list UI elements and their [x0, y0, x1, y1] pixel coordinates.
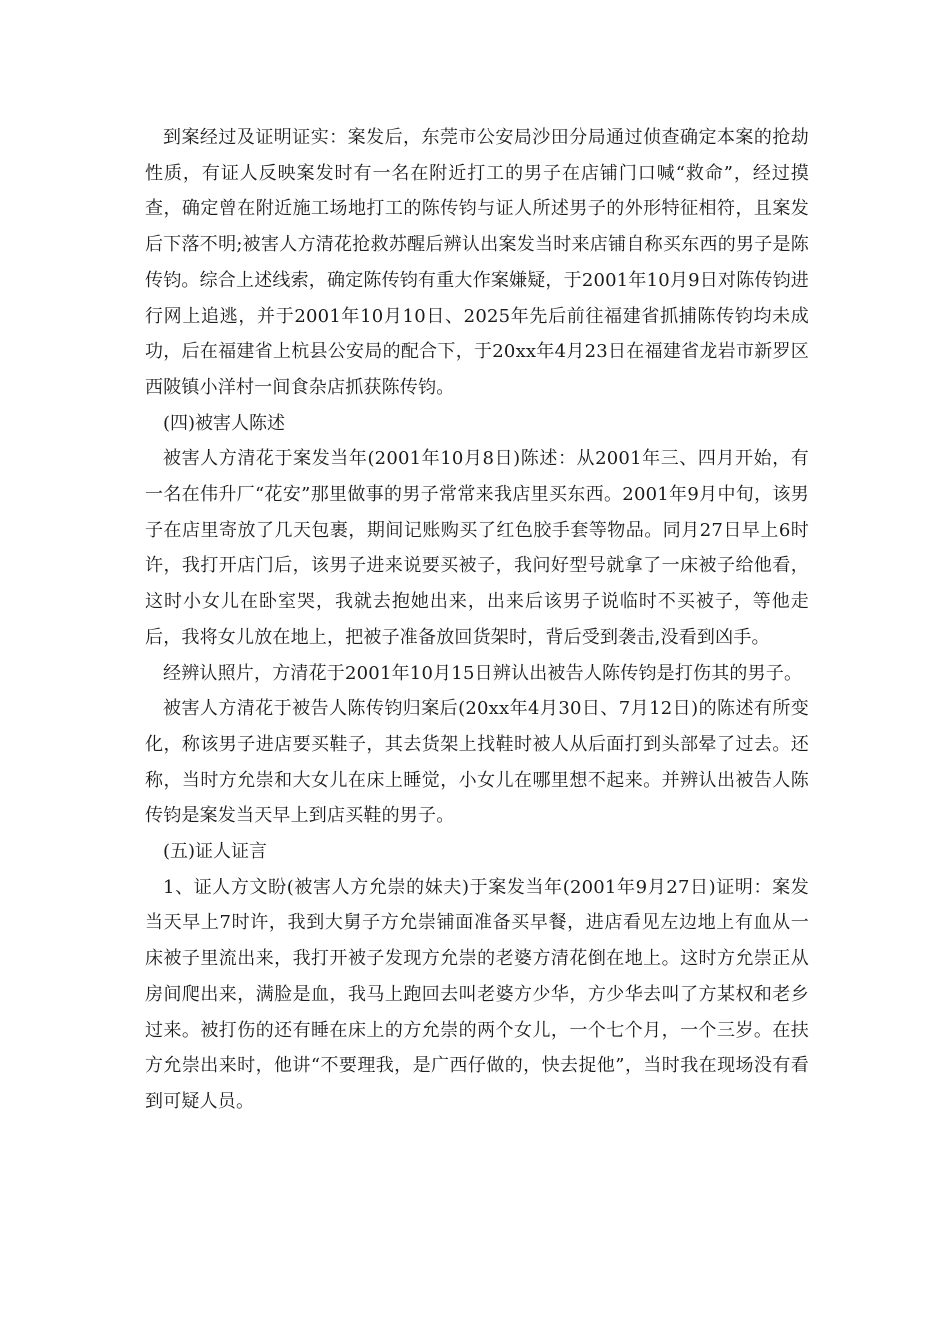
paragraph-later-statement: 被害人方清花于被告人陈传钧归案后(20xx年4月30日、7月12日)的陈述有所变化，称该男子进店要买鞋子，其去货架上找鞋时被人从后面打到头部晕了过去。还称，当时方允崇和大女儿在床上睡觉，小女儿在哪里想不起来。并辨认出被告人陈传钧是案发当天早上到店买鞋的男子。 — [145, 698, 809, 827]
paragraph-witness-testimony: 1、证人方文盼(被害人方允崇的妹夫)于案发当年(2001年9月27日)证明：案发当天早上7时许，我到大舅子方允崇铺面准备买早餐，进店看见左边地上有血从一床被子里流出来，我打开被子发现方允崇的老婆方清花倒在地上。这时方允崇正从房间爬出来，满脸是血，我马上跑回去叫老婆方少华，方少华去叫了方某权和老乡过来。被打伤的还有睡在床上的方允崇的两个女儿，一个七个月，一个三岁。在扶方允崇出来时，他讲“不要理我，是广西仔做的，快去捉他”，当时我在现场没有看到可疑人员。 — [145, 876, 809, 1112]
section-heading-victim-statement: (四)被害人陈述 — [163, 412, 286, 434]
paragraph-victim-statement: 被害人方清花于案发当年(2001年10月8日)陈述：从2001年三、四月开始，有一名在伟升厂“花安”那里做事的男子常常来我店里买东西。2001年9月中旬，该男子在店里寄放了几天包裹，期间记账购买了红色胶手套等物品。同月27日早上6时许，我打开店门后，该男子进来说要买被子，我问好型号就拿了一床被子给他看，这时小女儿在卧室哭，我就去抱她出来，出来后该男子说临时不买被子，等他走后，我将女儿放在地上，把被子准备放回货架时，背后受到袭击,没看到凶手。 — [145, 448, 809, 648]
document-body — [145, 120, 809, 1120]
section-heading-witness-testimony: (五)证人证言 — [163, 841, 268, 863]
paragraph-arrest-process: 到案经过及证明证实：案发后，东莞市公安局沙田分局通过侦查确定本案的抢劫性质，有证人反映案发时有一名在附近打工的男子在店铺门口喊“救命”，经过摸查，确定曾在附近施工场地打工的陈传钧与证人所述男子的外形特征相符，且案发后下落不明;被害人方清花抢救苏醒后辨认出案发当时来店铺自称买东西的男子是陈传钧。综合上述线索，确定陈传钧有重大作案嫌疑，于2001年10月9日对陈传钧进行网上追逃，并于2001年10月10日、2025年先后前往福建省抓捕陈传钧均未成功，后在福建省上杭县公安局的配合下，于20xx年4月23日在福建省龙岩市新罗区西陂镇小洋村一间食杂店抓获陈传钧。 — [145, 127, 809, 398]
paragraph-photo-identification: 经辨认照片，方清花于2001年10月15日辨认出被告人陈传钧是打伤其的男子。 — [163, 662, 803, 684]
